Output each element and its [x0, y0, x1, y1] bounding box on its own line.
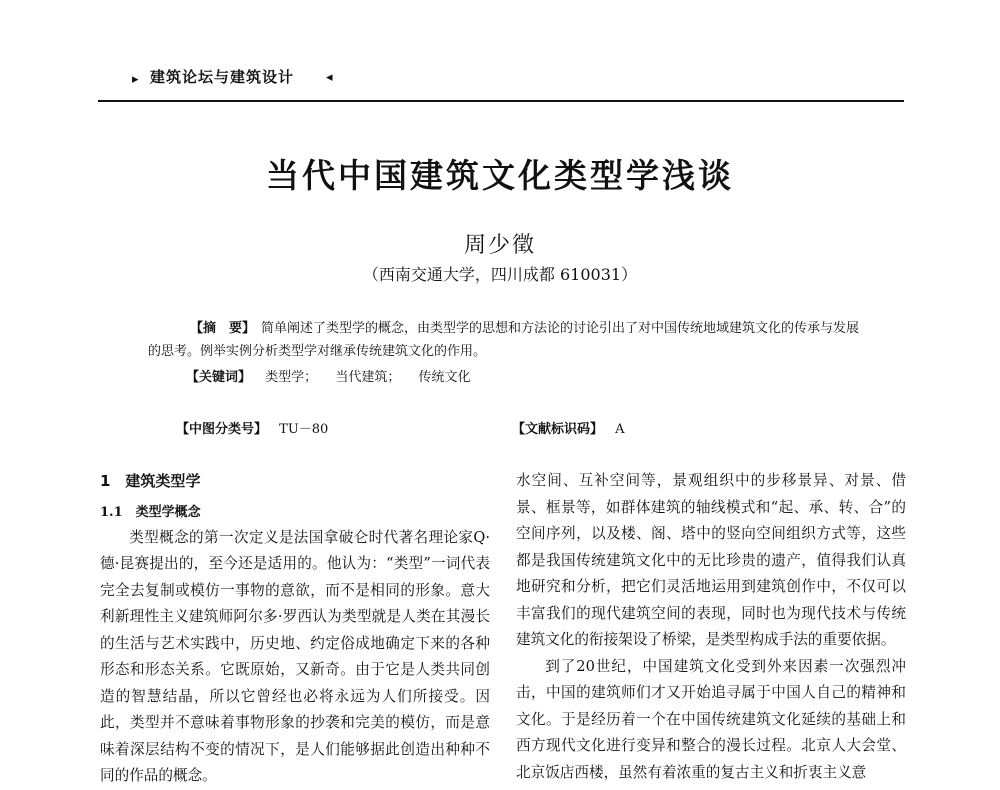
- document-code: [512, 418, 625, 437]
- header-bullet-icon: ▸: [132, 72, 139, 87]
- keywords-label: 【关键词】: [186, 370, 252, 385]
- author-affiliation: （西南交通大学，四川成都 610031）: [362, 265, 638, 284]
- body-paragraph: 水空间、互补空间等，景观组织中的步移景异、对景、借景、框景等，如群体建筑的轴线模式和“起、承、转、合”的空间序列，以及楼、阁、塔中的竖向空间组织方式等，这些都是我国传统建筑文化中的无比珍贵的遗产，值得我们认真地研究和分析，把它们灵活地运用到建筑创作中，不仅可以丰富我们的现代建筑空间的表现，同时也为现代技术与传统建筑文化的衔接架设了桥梁，是类型构成手法的重要依据。: [516, 472, 906, 648]
- header-end-icon: ◂: [326, 70, 333, 85]
- clc-label: 【中图分类号】: [176, 422, 268, 437]
- right-column: [516, 468, 906, 786]
- body-paragraph: 到了20世纪，中国建筑文化受到外来因素一次强烈冲击，中国的建筑师们才又开始追寻属于中国人自己的精神和文化。于是经历着一个在中国传统建筑文化延续的基础上和西方现代文化进行变异和整合的漫长过程。北京人大会堂、北京饭店西楼，虽然有着浓重的复古主义和折衷主义意: [516, 657, 906, 781]
- keyword-item: 类型学；: [265, 370, 318, 385]
- author-name: 周少徵: [463, 233, 536, 258]
- header-divider: [98, 100, 904, 102]
- section-heading: 1 建筑类型学: [100, 472, 201, 490]
- left-column: [100, 468, 490, 790]
- abstract-label: 【摘 要】: [190, 321, 256, 336]
- keyword-item: 传统文化: [418, 370, 471, 385]
- abstract: [148, 317, 860, 363]
- article-title: 当代中国建筑文化类型学浅谈: [266, 156, 734, 195]
- journal-section-header: 建筑论坛与建筑设计: [150, 68, 295, 86]
- clc-value: TU－80: [279, 422, 329, 437]
- doc-code-label: 【文献标识码】: [512, 422, 604, 437]
- clc-number: [176, 418, 328, 437]
- keywords: [186, 366, 470, 385]
- abstract-text: 简单阐述了类型学的概念，由类型学的思想和方法论的讨论引出了对中国传统地域建筑文化的传承与发展的思考。例举实例分析类型学对继承传统建筑文化的作用。: [148, 321, 860, 359]
- doc-code-value: A: [615, 422, 625, 437]
- keyword-item: 当代建筑；: [335, 370, 401, 385]
- body-paragraph: 类型概念的第一次定义是法国拿破仑时代著名理论家Q·德·昆赛提出的，至今还是适用的。他认为：“类型”一词代表完全去复制或模仿一事物的意欲，而不是相同的形象。意大利新理性主义建筑师阿尔多·罗西认为类型就是人类在其漫长的生活与艺术实践中，历史地、约定俗成地确定下来的各种形态和形态关系。它既原始，又新奇。由于它是人类共同创造的智慧结晶，所以它曾经也必将永远为人们所接受。因此，类型并不意味着事物形象的抄袭和完美的模仿，而是意味着深层结构不变的情况下，是人们能够据此创造出种种不同的作品的概念。: [100, 528, 490, 784]
- subsection-heading: 1.1 类型学概念: [100, 504, 201, 520]
